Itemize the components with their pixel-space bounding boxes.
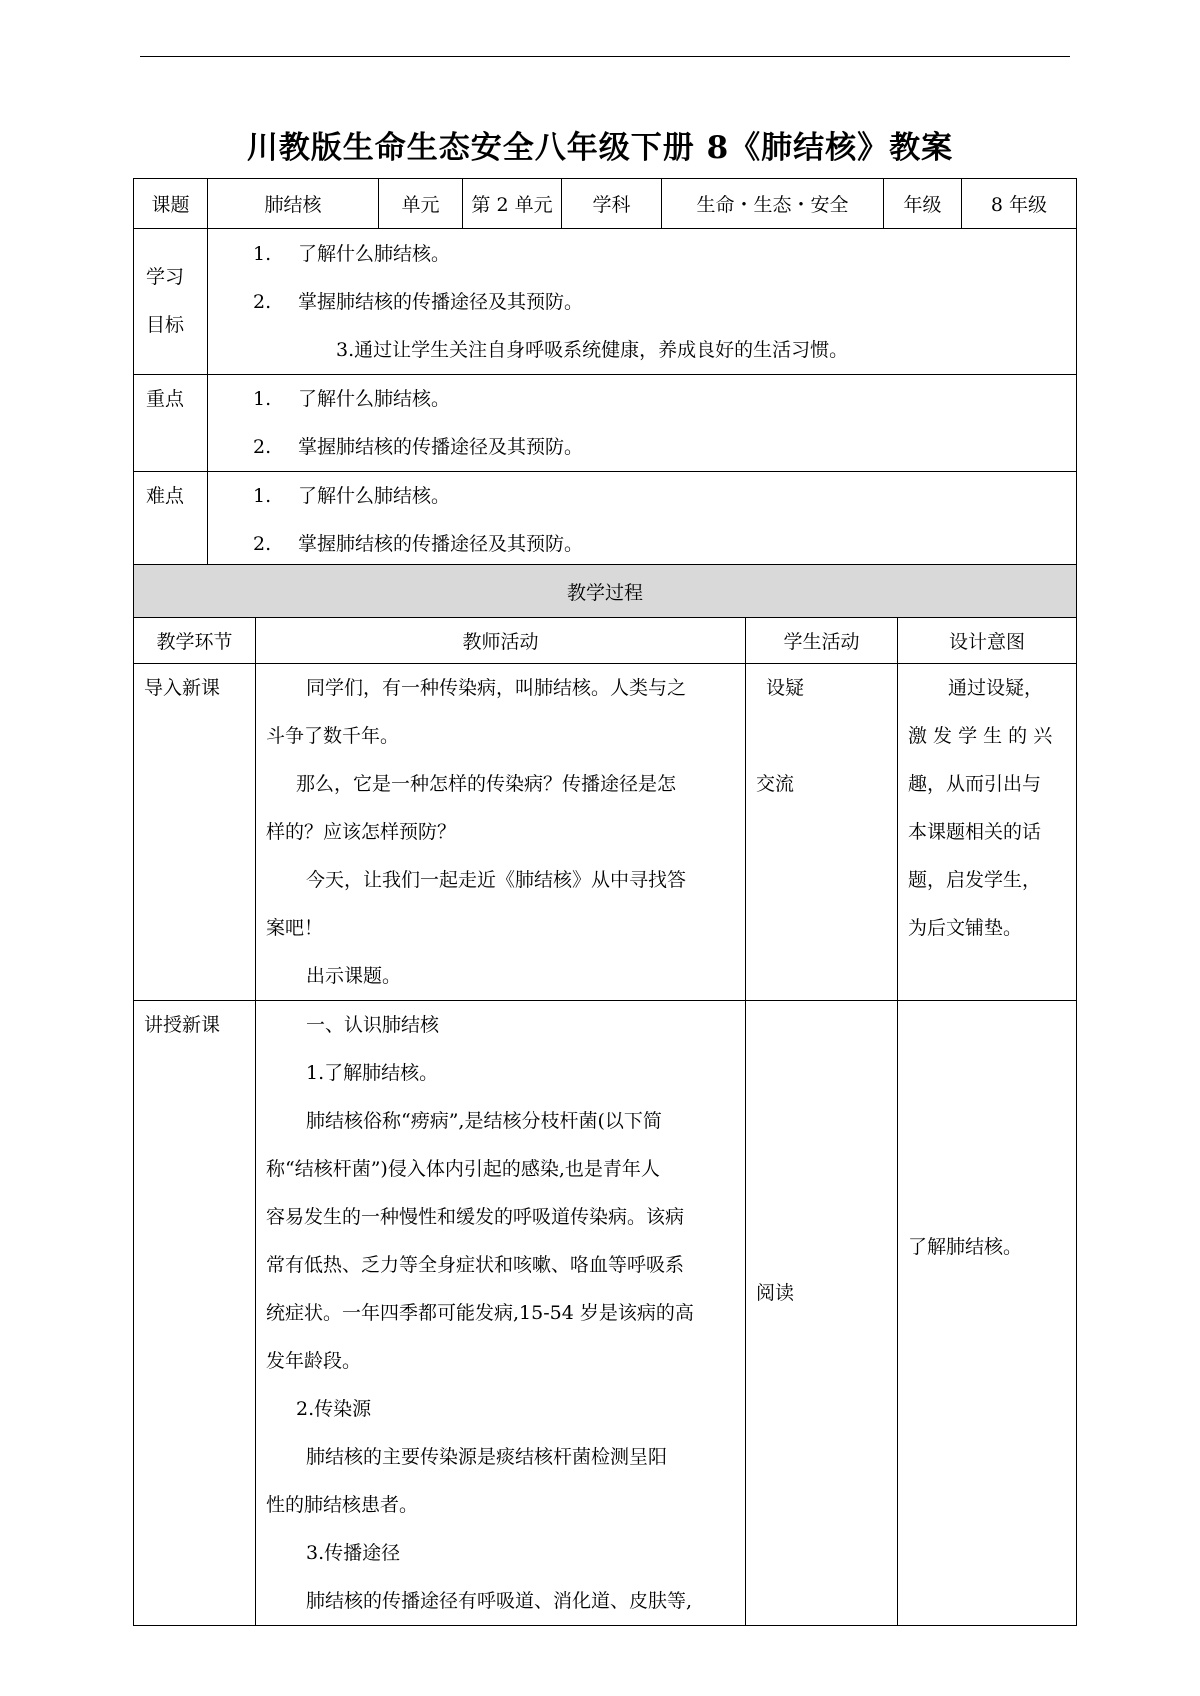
key-points-label: 重点 bbox=[134, 375, 208, 472]
objectives-content bbox=[208, 229, 1077, 375]
page-title: 川教版生命生态安全八年级下册 8《肺结核》教案 bbox=[246, 130, 954, 166]
text-line: 统症状。一年四季都可能发病,15-54 岁是该病的高 bbox=[266, 1302, 694, 1324]
column-header: 设计意图 bbox=[898, 618, 1077, 664]
key-points-content bbox=[208, 375, 1077, 472]
text-line: 斗争了数千年。 bbox=[266, 725, 400, 747]
teaching-process-table bbox=[133, 564, 1077, 1626]
process-banner: 教学过程 bbox=[134, 565, 1077, 618]
difficulties-content bbox=[208, 472, 1077, 569]
text-line: 2.传染源 bbox=[296, 1398, 372, 1420]
objective-item: 1. 了解什么肺结核。 bbox=[253, 243, 451, 265]
text-line: 那么，它是一种怎样的传染病？传播途径是怎 bbox=[296, 773, 677, 795]
text-line: 同学们，有一种传染病，叫肺结核。人类与之 bbox=[306, 677, 687, 699]
grade-label: 年级 bbox=[884, 179, 962, 229]
objectives-label bbox=[134, 229, 208, 375]
lecture-teacher-activity bbox=[256, 1001, 746, 1626]
intro-stage: 导入新课 bbox=[134, 664, 256, 1001]
topic-label: 课题 bbox=[134, 179, 208, 229]
text-line: 出示课题。 bbox=[306, 965, 402, 987]
topic-value: 肺结核 bbox=[208, 179, 379, 229]
text-line: 称“结核杆菌”)侵入体内引起的感染,也是青年人 bbox=[266, 1158, 660, 1180]
top-rule bbox=[140, 56, 1070, 57]
column-header: 学生活动 bbox=[746, 618, 898, 664]
text-line: 肺结核的传播途径有呼吸道、消化道、皮肤等, bbox=[306, 1590, 693, 1612]
subject-value: 生命・生态・安全 bbox=[662, 179, 884, 229]
intro-design-intent: 通过设疑， 激 发 学 生 的 兴 趣，从而引出与 本课题相关的话 题，启发学生， 为后文铺垫。 bbox=[898, 664, 1077, 1001]
key-point-item: 1. 了解什么肺结核。 bbox=[253, 388, 451, 410]
intro-student-activity: 设疑 交流 bbox=[746, 664, 898, 1001]
lecture-student-activity: 阅读 bbox=[746, 1001, 898, 1626]
lecture-stage: 讲授新课 bbox=[134, 1001, 256, 1626]
text-line: 样的？应该怎样预防？ bbox=[266, 821, 457, 843]
text-line: 案吧！ bbox=[266, 917, 324, 939]
text-line: 性的肺结核患者。 bbox=[266, 1494, 419, 1516]
text-line: 1.了解肺结核。 bbox=[306, 1062, 439, 1084]
unit-label: 单元 bbox=[379, 179, 463, 229]
text-line: 肺结核的主要传染源是痰结核杆菌检测呈阳 bbox=[306, 1446, 668, 1468]
objectives-label-2: 目标 bbox=[146, 314, 185, 336]
column-header: 教师活动 bbox=[256, 618, 746, 664]
lecture-design-intent: 了解肺结核。 bbox=[898, 1001, 1077, 1626]
intro-teacher-activity bbox=[256, 664, 746, 1001]
objective-item: 2. 掌握肺结核的传播途径及其预防。 bbox=[253, 291, 584, 313]
objectives-label-1: 学习 bbox=[146, 266, 185, 288]
column-header: 教学环节 bbox=[134, 618, 256, 664]
grade-value: 8 年级 bbox=[962, 179, 1077, 229]
text-line: 常有低热、乏力等全身症状和咳嗽、咯血等呼吸系 bbox=[266, 1254, 685, 1276]
subject-label: 学科 bbox=[562, 179, 662, 229]
difficulties-label: 难点 bbox=[134, 472, 208, 569]
text-line: 3.传播途径 bbox=[306, 1542, 401, 1564]
lesson-info-table bbox=[133, 178, 1077, 569]
text-line: 一、认识肺结核 bbox=[306, 1014, 440, 1036]
difficulty-item: 2. 掌握肺结核的传播途径及其预防。 bbox=[253, 533, 584, 555]
text-line: 肺结核俗称“痨病”,是结核分枝杆菌(以下简 bbox=[306, 1110, 662, 1132]
text-line: 发年龄段。 bbox=[266, 1350, 362, 1372]
text-line: 今天，让我们一起走近《肺结核》从中寻找答 bbox=[306, 869, 687, 891]
key-point-item: 2. 掌握肺结核的传播途径及其预防。 bbox=[253, 436, 584, 458]
unit-value: 第 2 单元 bbox=[463, 179, 562, 229]
text-line: 容易发生的一种慢性和缓发的呼吸道传染病。该病 bbox=[266, 1206, 685, 1228]
objective-item: 3.通过让学生关注自身呼吸系统健康，养成良好的生活习惯。 bbox=[336, 339, 849, 361]
difficulty-item: 1. 了解什么肺结核。 bbox=[253, 485, 451, 507]
